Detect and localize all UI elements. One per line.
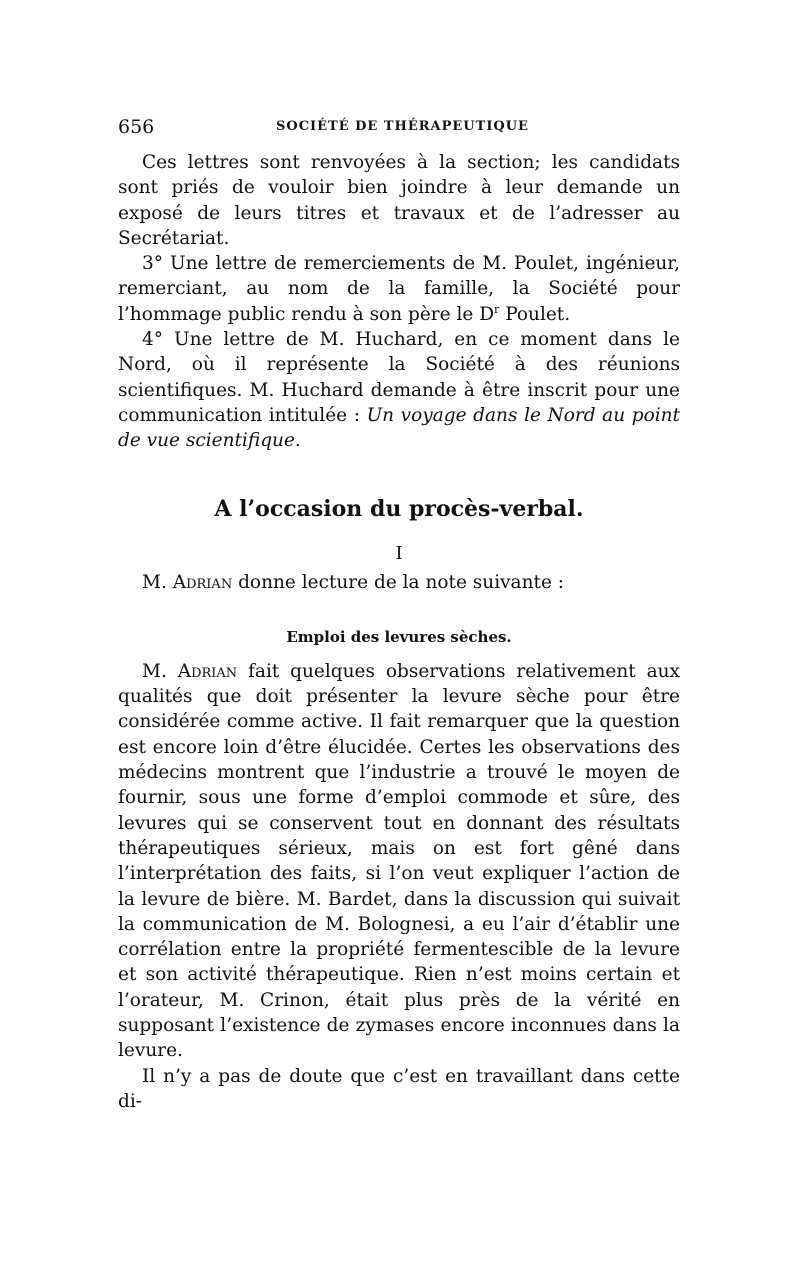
paragraph-poulet xyxy=(118,251,680,327)
roman-numeral: I xyxy=(395,542,403,564)
last-line: Il n’y a pas de doute que c’est en travaillant dans cette di- xyxy=(118,1065,680,1112)
intro-prefix: M. xyxy=(142,571,173,593)
doctor-superscript: r xyxy=(494,302,500,316)
section-heading: A l’occasion du procès-verbal. xyxy=(214,495,584,522)
paragraph-huchard xyxy=(118,327,680,453)
speaker-name: Adrian xyxy=(172,571,233,593)
main-prefix: M. xyxy=(142,660,178,682)
running-title: SOCIÉTÉ DE THÉRAPEUTIQUE xyxy=(276,119,529,134)
main-text: fait quelques observations relativement aux qualités que doit présenter la levure sèche pour être considérée comme active. Il fait remarquer que la question est encore loin d’être élucidée. Certes les observations des médecins montrent que l’industrie a trouvé le moyen de fournir, sous une forme d’emploi commode et sûre, des levures qui se conservent tout en donnant des résultats thérapeutiques sérieux, mais on est fort gêné dans l’interprétation des faits, si l’on veut expliquer l’action de la levure de bière. M. Bardet, dans la discussion qui suivait la communication de M. Bolognesi, a eu l’air d’établir une corrélation entre la propriété fermentescible de la levure et son activité thérapeutique. Rien n’est moins certain et l’orateur, M. Crinon, était plus près de la vérité en supposant l’existence de zymases encore inconnues dans la levure. xyxy=(118,660,680,1062)
poulet-text-end: Poulet. xyxy=(499,303,571,325)
running-header xyxy=(118,116,680,140)
paragraph-candidats: Ces lettres sont renvoyées à la section; les candidats sont priés de vouloir bien joindre à leur demande un exposé de leurs titres et travaux et de l’adresser au Secrétariat. xyxy=(118,152,680,249)
communication-title: Un voyage dans le Nord au point de vue scientifique. xyxy=(118,404,680,452)
note-title: Emploi des levures sèches. xyxy=(286,627,512,646)
poulet-text: 3° Une lettre de remerciements de M. Poulet, ingénieur, remerciant, au nom de la famille, la Société pour l’hommage public rendu à son père le D xyxy=(118,253,680,325)
page-number: 656 xyxy=(118,116,155,138)
main-speaker-name: Adrian xyxy=(177,660,238,682)
huchard-text: 4° Une lettre de M. Huchard, en ce moment dans le Nord, où il représente la Société à des réunions scientifiques. M. Huchard demande à être inscrit pour une communication intitulée : xyxy=(118,329,680,426)
intro-line xyxy=(118,570,680,595)
main-paragraph xyxy=(118,659,680,1064)
page-body xyxy=(118,150,680,1114)
intro-text: donne lecture de la note suivante : xyxy=(232,571,565,593)
